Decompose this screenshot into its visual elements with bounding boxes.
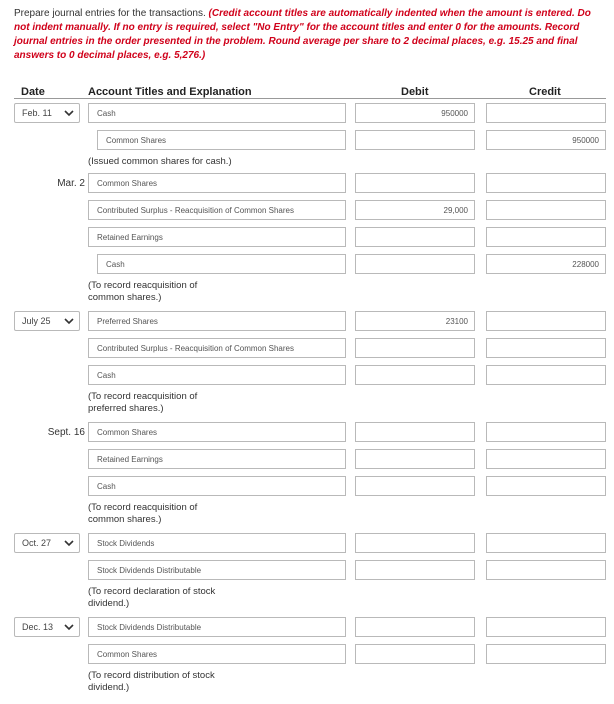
account-input[interactable]: Common Shares	[97, 130, 346, 150]
account-input[interactable]: Cash	[88, 103, 346, 123]
credit-input[interactable]	[486, 644, 606, 664]
account-input[interactable]: Contributed Surplus - Reacquisition of Common Shares	[88, 200, 346, 220]
account-input[interactable]: Common Shares	[88, 422, 346, 442]
chevron-down-icon	[64, 315, 74, 327]
account-input[interactable]: Retained Earnings	[88, 227, 346, 247]
credit-input[interactable]	[486, 173, 606, 193]
account-input[interactable]: Stock Dividends Distributable	[88, 560, 346, 580]
date-sept-16: Sept. 16	[47, 427, 85, 438]
explanation: (To record distribution of stock dividend.)	[88, 670, 215, 693]
date-select-july-25[interactable]: July 25	[14, 311, 80, 331]
header-divider	[14, 98, 606, 99]
debit-input[interactable]	[355, 227, 475, 247]
date-mar-2: Mar. 2	[57, 178, 85, 189]
debit-input[interactable]	[355, 365, 475, 385]
credit-input[interactable]	[486, 365, 606, 385]
explanation: (To record reacquisition of common shares.)	[88, 280, 198, 303]
debit-input[interactable]	[355, 449, 475, 469]
credit-input[interactable]	[486, 227, 606, 247]
chevron-down-icon	[64, 107, 74, 119]
debit-input[interactable]	[355, 338, 475, 358]
credit-input[interactable]	[486, 200, 606, 220]
account-input[interactable]: Stock Dividends	[88, 533, 346, 553]
debit-input[interactable]: 23100	[355, 311, 475, 331]
debit-input[interactable]	[355, 644, 475, 664]
instructions-lead: Prepare journal entries for the transactions.	[14, 8, 209, 19]
header-account: Account Titles and Explanation	[88, 86, 252, 98]
credit-input[interactable]	[486, 617, 606, 637]
debit-input[interactable]	[355, 617, 475, 637]
credit-input[interactable]: 228000	[486, 254, 606, 274]
instructions	[14, 7, 606, 63]
header-credit: Credit	[529, 86, 561, 98]
explanation: (To record reacquisition of preferred shares.)	[88, 391, 198, 414]
account-input[interactable]: Cash	[88, 365, 346, 385]
credit-input[interactable]	[486, 560, 606, 580]
credit-input[interactable]	[486, 422, 606, 442]
debit-input[interactable]	[355, 130, 475, 150]
account-input[interactable]: Cash	[88, 476, 346, 496]
chevron-down-icon	[64, 621, 74, 633]
credit-input[interactable]	[486, 311, 606, 331]
credit-input[interactable]	[486, 103, 606, 123]
explanation: (To record reacquisition of common shares.)	[88, 502, 198, 525]
debit-input[interactable]	[355, 173, 475, 193]
account-input[interactable]: Retained Earnings	[88, 449, 346, 469]
credit-input[interactable]	[486, 449, 606, 469]
credit-input[interactable]	[486, 338, 606, 358]
debit-input[interactable]	[355, 254, 475, 274]
debit-input[interactable]: 29,000	[355, 200, 475, 220]
debit-input[interactable]: 950000	[355, 103, 475, 123]
debit-input[interactable]	[355, 533, 475, 553]
explanation: (Issued common shares for cash.)	[88, 156, 232, 167]
account-input[interactable]: Common Shares	[88, 173, 346, 193]
instructions-warning: (Credit account titles are automatically indented when the amount is entered. Do not indent manually. If no entry is required, select "No Entry" for the account titles and enter 0 for the amounts. Record journal entries in the order presented in the problem. Round average per share to 2 decimal places, e.g. 15.25 and final answers to 0 decimal places, e.g. 5,276.)	[14, 8, 591, 61]
debit-input[interactable]	[355, 422, 475, 442]
explanation: (To record declaration of stock dividend.)	[88, 586, 216, 609]
date-select-feb-11[interactable]: Feb. 11	[14, 103, 80, 123]
credit-input[interactable]	[486, 476, 606, 496]
debit-input[interactable]	[355, 560, 475, 580]
credit-input[interactable]: 950000	[486, 130, 606, 150]
account-input[interactable]: Common Shares	[88, 644, 346, 664]
account-input[interactable]: Stock Dividends Distributable	[88, 617, 346, 637]
debit-input[interactable]	[355, 476, 475, 496]
header-debit: Debit	[401, 86, 429, 98]
date-select-dec-13[interactable]: Dec. 13	[14, 617, 80, 637]
account-input[interactable]: Preferred Shares	[88, 311, 346, 331]
credit-input[interactable]	[486, 533, 606, 553]
account-input[interactable]: Cash	[97, 254, 346, 274]
date-select-oct-27[interactable]: Oct. 27	[14, 533, 80, 553]
header-date: Date	[21, 86, 45, 98]
chevron-down-icon	[64, 537, 74, 549]
account-input[interactable]: Contributed Surplus - Reacquisition of Common Shares	[88, 338, 346, 358]
